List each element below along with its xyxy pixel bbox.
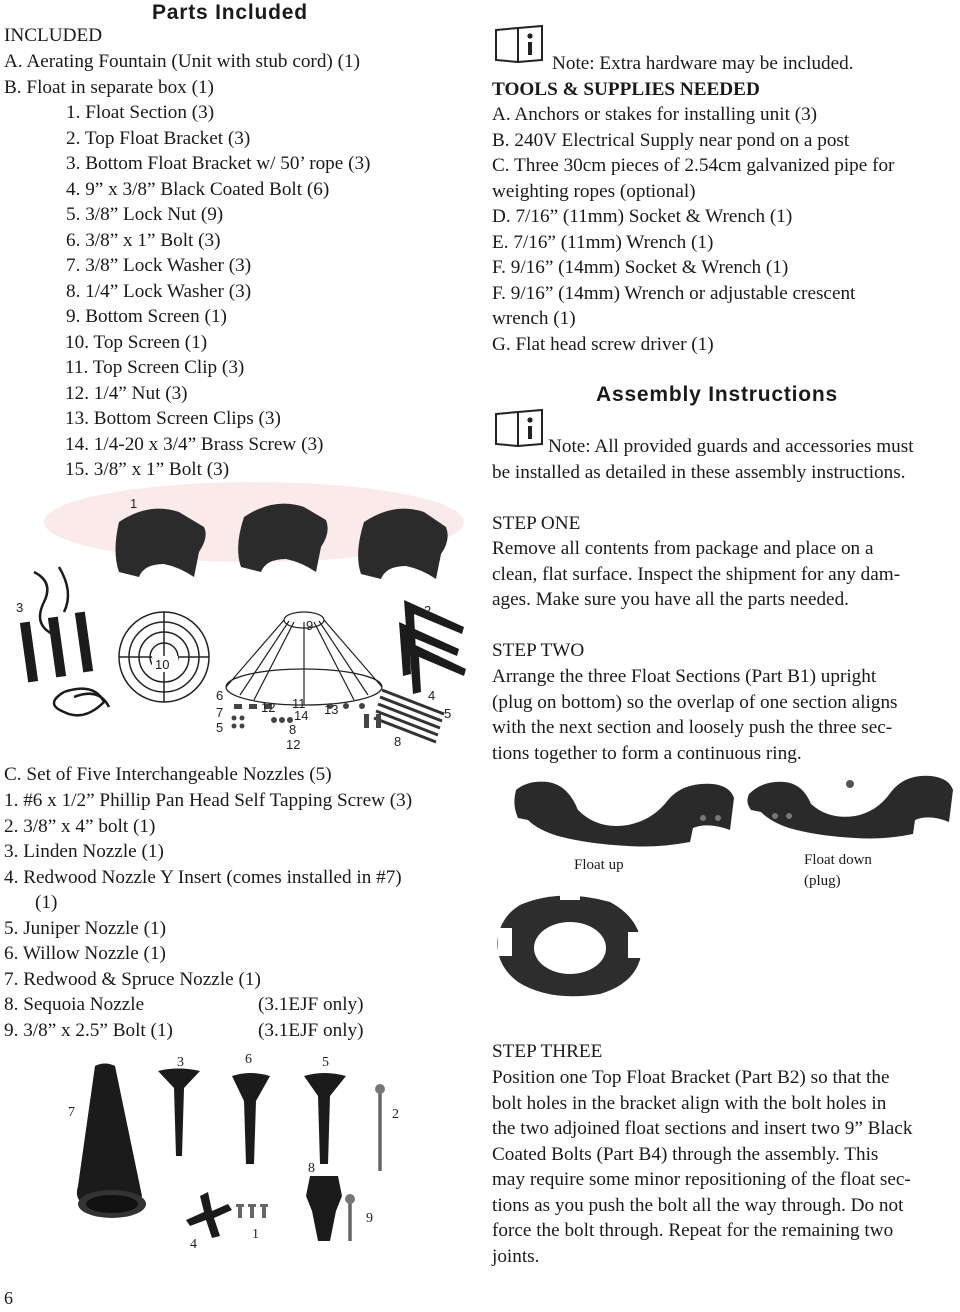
note-extra-hardware: Note: Extra hardware may be included. [552,53,854,74]
step-three-body [492,1065,912,1269]
svg-text:12: 12 [261,700,276,715]
float-down-caption-line2: (plug) [804,873,841,889]
list-item: 1. #6 x 1/2” Phillip Pan Head Self Tapping Screw (3) [4,790,413,811]
svg-text:10: 10 [155,657,170,672]
paragraph-line: Coated Bolts (Part B4) through the assembly. This [492,1143,879,1165]
paragraph-line: ages. Make sure you have all the parts needed. [492,589,849,610]
paragraph-line: clean, flat surface. Inspect the shipment for any dam- [492,563,901,585]
float-up-image [508,770,738,850]
list-item: 15. 3/8” x 1” Bolt (3) [65,459,230,480]
float-ring-image [490,890,650,1000]
step-three-title: STEP THREE [492,1041,603,1062]
list-item: 13. Bottom Screen Clips (3) [65,408,281,429]
paragraph-line: force the bolt through. Repeat for the remaining two [492,1220,894,1241]
paragraph-line: may require some minor repositioning of the float sec- [492,1169,911,1190]
list-item: 5. Juniper Nozzle (1) [4,917,166,939]
list-item: 14. 1/4-20 x 3/4” Brass Screw (3) [65,433,324,455]
included-heading: INCLUDED [4,25,103,46]
sequoia-note: (3.1EJF only) [258,994,364,1015]
item-c: C. Set of Five Interchangeable Nozzles (5) [4,764,332,785]
list-item: 7. 3/8” Lock Washer (3) [66,255,252,276]
info-book-icon [494,408,546,448]
list-item: F. 9/16” (14mm) Socket & Wrench (1) [492,257,789,278]
list-item: 4. 9” x 3/8” Black Coated Bolt (6) [66,178,330,200]
list-item: G. Flat head screw driver (1) [492,333,714,355]
list-item: 2. 3/8” x 4” bolt (1) [4,815,156,837]
list-item: 12. 1/4” Nut (3) [65,382,188,404]
float-parts-list [66,100,370,483]
item-a: A. Aerating Fountain (Unit with stub cord) (1) [4,51,360,72]
paragraph-line: joints. [492,1245,540,1267]
svg-text:3: 3 [16,600,24,615]
list-item: 7. Redwood & Spruce Nozzle (1) [4,968,261,990]
svg-text:1: 1 [252,1227,259,1242]
parts-included-header: Parts Included [152,1,308,24]
float-parts-figure [4,482,472,754]
svg-text:7: 7 [68,1105,75,1120]
paragraph-line: tions together to form a continuous ring. [492,742,802,764]
svg-text:5: 5 [216,720,224,735]
svg-text:13: 13 [324,702,339,717]
svg-text:4: 4 [190,1237,197,1252]
page-number: 6 [4,1288,13,1308]
list-item: A. Anchors or stakes for installing unit (3) [492,104,818,125]
svg-text:5: 5 [444,706,452,721]
list-item: B. 240V Electrical Supply near pond on a post [492,129,850,151]
svg-text:12: 12 [286,737,301,752]
list-item: F. 9/16” (14mm) Wrench or adjustable crescent [492,282,856,304]
paragraph-line: (plug on bottom) so the overlap of one section aligns [492,691,898,713]
note-guards-line2: be installed as detailed in these assembly instructions. [492,462,906,483]
paragraph-line: Arrange the three Float Sections (Part B1) upright [492,666,877,687]
svg-text:6: 6 [245,1052,252,1067]
step-two-body [492,664,898,766]
step-one-body [492,536,900,613]
paragraph-line: Position one Top Float Bracket (Part B2) so that the [492,1067,890,1088]
svg-text:3: 3 [177,1055,184,1070]
svg-text:6: 6 [216,688,224,703]
list-item: 3. Bottom Float Bracket w/ 50’ rope (3) [66,153,371,174]
svg-text:9: 9 [306,618,314,633]
list-item: (1) [35,892,58,913]
nozzles-figure [60,1046,420,1256]
step-one-title: STEP ONE [492,513,581,534]
svg-text:5: 5 [322,1055,329,1070]
assembly-instructions-header: Assembly Instructions [596,383,839,406]
svg-text:7: 7 [216,705,224,720]
svg-text:1: 1 [130,496,138,511]
list-item: D. 7/16” (11mm) Socket & Wrench (1) [492,206,793,227]
list-item: wrench (1) [492,308,576,329]
float-down-caption-line1: Float down [804,852,872,868]
list-item: 8. 1/4” Lock Washer (3) [66,280,252,302]
note-guards-line1: Note: All provided guards and accessories must [548,436,914,457]
info-book-icon [494,24,546,64]
list-item: 4. Redwood Nozzle Y Insert (comes installed in #7) [4,866,402,888]
list-item: 3. Linden Nozzle (1) [4,841,164,862]
svg-text:9: 9 [366,1211,373,1226]
svg-text:8: 8 [394,734,402,749]
list-item: C. Three 30cm pieces of 2.54cm galvanized pipe for [492,155,895,176]
list-item: 8. Sequoia Nozzle [4,994,145,1015]
paragraph-line: bolt holes in the bracket align with the bolt holes in [492,1092,887,1114]
list-item: E. 7/16” (11mm) Wrench (1) [492,231,714,253]
paragraph-line: Remove all contents from package and place on a [492,538,874,559]
list-item: 10. Top Screen (1) [65,331,208,353]
bolt-note: (3.1EJF only) [258,1020,364,1041]
list-item: 1. Float Section (3) [66,102,215,123]
paragraph-line: the two adjoined float sections and insert two 9” Black [492,1118,913,1139]
list-item: 6. 3/8” x 1” Bolt (3) [66,229,221,251]
tools-heading: TOOLS & SUPPLIES NEEDED [492,79,760,100]
svg-text:2: 2 [424,603,432,618]
svg-text:8: 8 [289,722,297,737]
list-item: 11. Top Screen Clip (3) [65,357,245,378]
svg-text:11: 11 [292,696,306,711]
tools-list [492,102,894,357]
item-b: B. Float in separate box (1) [4,77,214,98]
svg-text:14: 14 [294,708,309,723]
float-down-image [745,764,957,844]
svg-text:4: 4 [428,688,436,703]
svg-text:2: 2 [392,1107,399,1122]
paragraph-line: with the next section and loosely push the three sec- [492,717,893,738]
list-item: 6. Willow Nozzle (1) [4,943,166,964]
svg-text:8: 8 [308,1161,315,1176]
list-item: 2. Top Float Bracket (3) [66,127,251,149]
list-item: weighting ropes (optional) [492,180,696,202]
list-item: 5. 3/8” Lock Nut (9) [66,204,224,225]
float-up-caption: Float up [574,857,624,873]
list-item: 9. Bottom Screen (1) [66,306,227,327]
step-two-title: STEP TWO [492,640,585,661]
list-item: 9. 3/8” x 2.5” Bolt (1) [4,1019,173,1041]
paragraph-line: tions as you push the bolt all the way through. Do not [492,1194,904,1216]
